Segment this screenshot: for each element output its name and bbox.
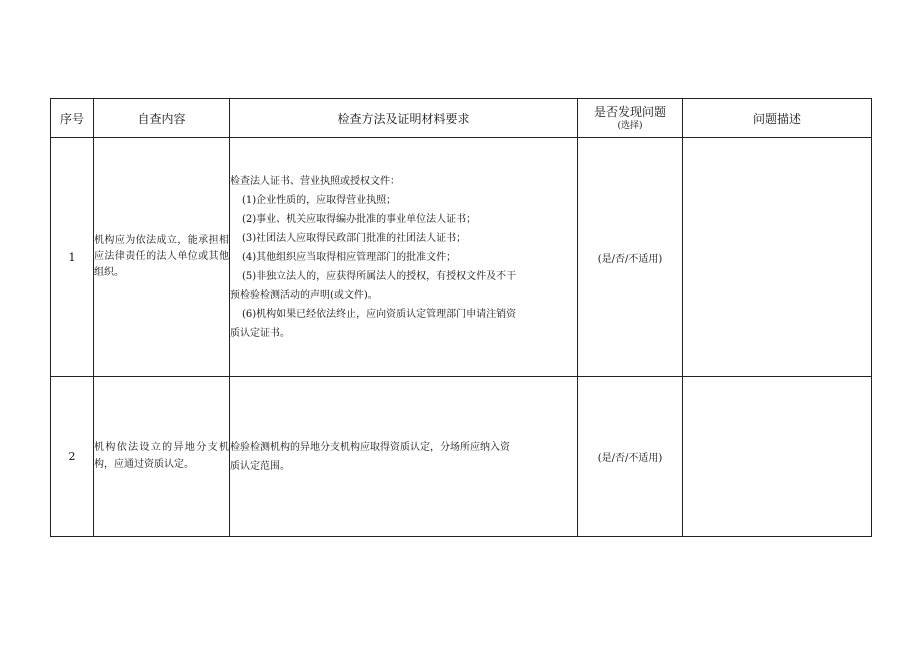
row-choice[interactable]: (是/否/不适用) xyxy=(578,377,683,537)
method-line: 预检验检测活动的声明(或文件)。 xyxy=(230,289,378,301)
row-content: 机构应为依法成立，能承担相应法律责任的法人单位或其他组织。 xyxy=(94,138,230,377)
row-seq: 1 xyxy=(51,138,94,377)
header-found xyxy=(578,99,683,138)
header-method: 检查方法及证明材料要求 xyxy=(230,99,578,138)
method-line: 质认定证书。 xyxy=(230,327,290,339)
method-line: (4)其他组织应当取得相应管理部门的批准文件； xyxy=(242,251,457,263)
row-method xyxy=(230,138,578,377)
row-choice[interactable]: (是/否/不适用) xyxy=(578,138,683,377)
table-row xyxy=(51,377,872,537)
header-found-label: 是否发现问题 xyxy=(593,104,666,119)
method-line: 检查法人证书、营业执照或授权文件： xyxy=(230,175,400,187)
method-line: 质认定范围。 xyxy=(230,460,290,472)
self-check-table xyxy=(50,98,872,537)
method-line: (5)非独立法人的，应获得所属法人的授权，有授权文件及不干 xyxy=(242,270,517,282)
row-desc-cell[interactable] xyxy=(683,138,872,377)
row-method xyxy=(230,377,578,537)
method-line: (2)事业、机关应取得编办批准的事业单位法人证书； xyxy=(242,213,477,225)
header-found-sublabel: (选择) xyxy=(617,121,643,132)
header-seq: 序号 xyxy=(51,99,94,138)
method-line: 检验检测机构的异地分支机构应取得资质认定，分场所应纳入资 xyxy=(230,441,510,453)
row-desc-cell[interactable] xyxy=(683,377,872,537)
header-row xyxy=(51,99,872,138)
table-row xyxy=(51,138,872,377)
header-content: 自查内容 xyxy=(94,99,230,138)
method-line: (1)企业性质的，应取得营业执照； xyxy=(242,194,397,206)
row-seq: 2 xyxy=(51,377,94,537)
method-line: (6)机构如果已经依法终止，应向资质认定管理部门申请注销资 xyxy=(242,308,517,320)
row-content: 机构依法设立的异地分支机构，应通过资质认定。 xyxy=(94,377,230,537)
header-desc: 问题描述 xyxy=(683,99,872,138)
method-line: (3)社团法人应取得民政部门批准的社团法人证书； xyxy=(242,232,467,244)
